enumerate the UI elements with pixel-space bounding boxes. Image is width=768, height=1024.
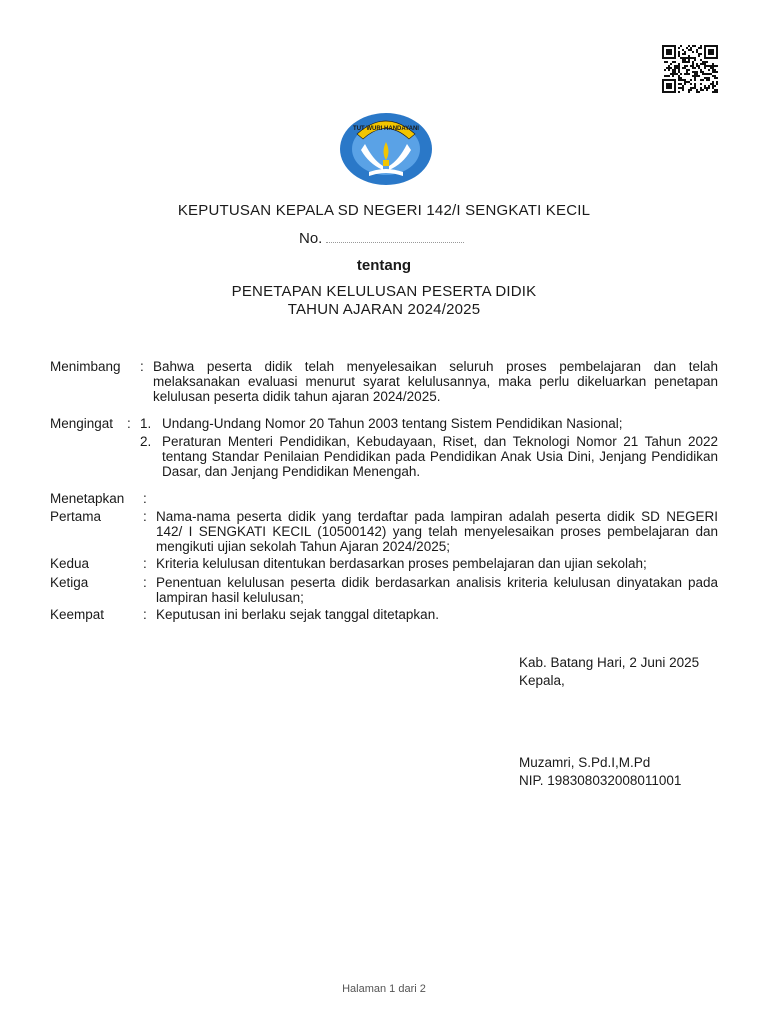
keempat-text: Keputusan ini berlaku sejak tanggal ditetapkan. (156, 607, 439, 622)
menetapkan-label: Menetapkan (50, 491, 125, 506)
menimbang-text: Bahwa peserta didik telah menyelesaikan seluruh proses pembelajaran dan telah melaksanakan evaluasi menurut syarat kelulusannya, maka perlu dikeluarkan penetapan kelulusan peserta didik tahun ajaran 2024/2025. (153, 359, 718, 404)
document-title: KEPUTUSAN KEPALA SD NEGERI 142/I SENGKATI KECIL (177, 202, 591, 219)
colon: : (143, 575, 147, 590)
mengingat-item-text: Peraturan Menteri Pendidikan, Kebudayaan, Riset, dan Teknologi Nomor 21 Tahun 2022 tentang Standar Penilaian Pendidikan pada Pendidikan Anak Usia Dini, Jenjang Pendidikan Dasar, dan Jenjang Pendidikan Menengah. (162, 434, 718, 479)
signature-footer (519, 754, 681, 790)
mengingat-item-number: 1. (140, 416, 152, 431)
qr-code-icon (662, 45, 718, 93)
mengingat-label: Mengingat (50, 416, 114, 431)
keempat-label: Keempat (50, 607, 105, 622)
about-word: tentang (356, 257, 412, 274)
menimbang-label: Menimbang (50, 359, 121, 374)
colon: : (143, 607, 147, 622)
colon: : (127, 416, 131, 431)
subject-line-2: TAHUN AJARAN 2024/2025 (287, 301, 481, 318)
signer-name: Muzamri, S.Pd.I,M.Pd (519, 755, 651, 770)
signer-nip: NIP. 198308032008011001 (519, 773, 682, 788)
place-date: Kab. Batang Hari, 2 Juni 2025 (519, 655, 700, 670)
colon: : (143, 556, 147, 571)
mengingat-item-text: Undang-Undang Nomor 20 Tahun 2003 tentang Sistem Pendidikan Nasional; (162, 416, 623, 431)
subject-line-1: PENETAPAN KELULUSAN PESERTA DIDIK (231, 283, 537, 300)
signer-position: Kepala, (519, 673, 565, 688)
logo-ribbon-text: TUT WURI HANDAYANI (353, 126, 419, 132)
colon: : (143, 491, 147, 506)
kedua-label: Kedua (50, 556, 90, 571)
mengingat-item-number: 2. (140, 434, 152, 449)
pertama-label: Pertama (50, 509, 102, 524)
colon: : (140, 359, 144, 374)
colon: : (143, 509, 147, 524)
signature-header (519, 654, 699, 690)
document-number (299, 230, 464, 247)
tut-wuri-handayani-logo (339, 112, 433, 186)
pertama-text: Nama-nama peserta didik yang terdaftar pada lampiran adalah peserta didik SD NEGERI 142/ I SENGKATI KECIL (10500142) yang telah menyelesaikan proses pembelajaran dan mengikuti ujian sekolah Tahun Ajaran 2024/2025; (156, 509, 718, 554)
number-blank (326, 230, 464, 243)
ketiga-label: Ketiga (50, 575, 89, 590)
kedua-text: Kriteria kelulusan ditentukan berdasarkan proses pembelajaran dan ujian sekolah; (156, 556, 647, 571)
ketiga-text: Penentuan kelulusan peserta didik berdasarkan analisis kriteria kelulusan dinyatakan pada lampiran hasil kelulusan; (156, 575, 718, 605)
page-indicator: Halaman 1 dari 2 (342, 983, 426, 995)
number-label: No. (299, 230, 323, 247)
